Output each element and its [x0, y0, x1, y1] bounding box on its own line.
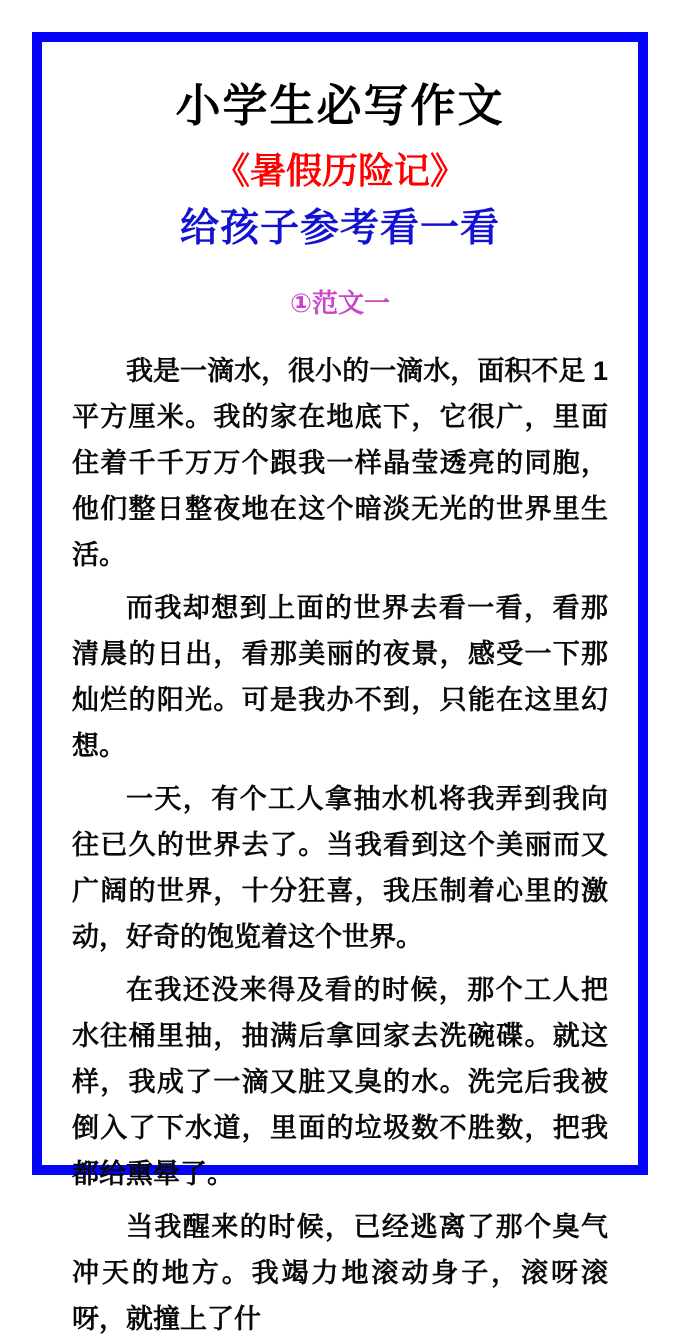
essay-book-title: 《暑假历险记》 — [213, 150, 466, 191]
essay-paragraph: 而我却想到上面的世界去看一看，看那清晨的日出，看那美丽的夜景，感受一下那灿烂的阳光。可是我办不到，只能在这里幻想。 — [72, 593, 608, 761]
essay-paragraph: 在我还没来得及看的时候，那个工人把水往桶里抽，抽满后拿回家去洗碗碟。就这样，我成了一滴又脏又臭的水。洗完后我被倒入了下水道，里面的垃圾数不胜数，把我都给熏晕了。 — [72, 975, 608, 1189]
page-title: 小学生必写作文 — [175, 80, 505, 131]
essay-paragraph: 当我醒来的时候，已经逃离了那个臭气冲天的地方。我竭力地滚动身子，滚呀滚呀，就撞上了什 — [72, 1212, 608, 1334]
blue-border-frame — [32, 32, 648, 1334]
essay-paragraph: 一天，有个工人拿抽水机将我弄到我向往已久的世界去了。当我看到这个美丽而又广阔的世界，十分狂喜，我压制着心里的激动，好奇的饱览着这个世界。 — [72, 784, 608, 952]
page-subtitle: 给孩子参考看一看 — [179, 207, 500, 250]
sample-essay-label: ①范文一 — [289, 288, 390, 318]
essay-body — [72, 348, 608, 1342]
essay-card — [42, 42, 638, 1342]
essay-paragraph: 我是一滴水，很小的一滴水，面积不足 1 平方厘米。我的家在地底下，它很广，里面住着千千万万个跟我一样晶莹透亮的同胞，他们整日整夜地在这个暗淡无光的世界里生活。 — [72, 356, 608, 570]
